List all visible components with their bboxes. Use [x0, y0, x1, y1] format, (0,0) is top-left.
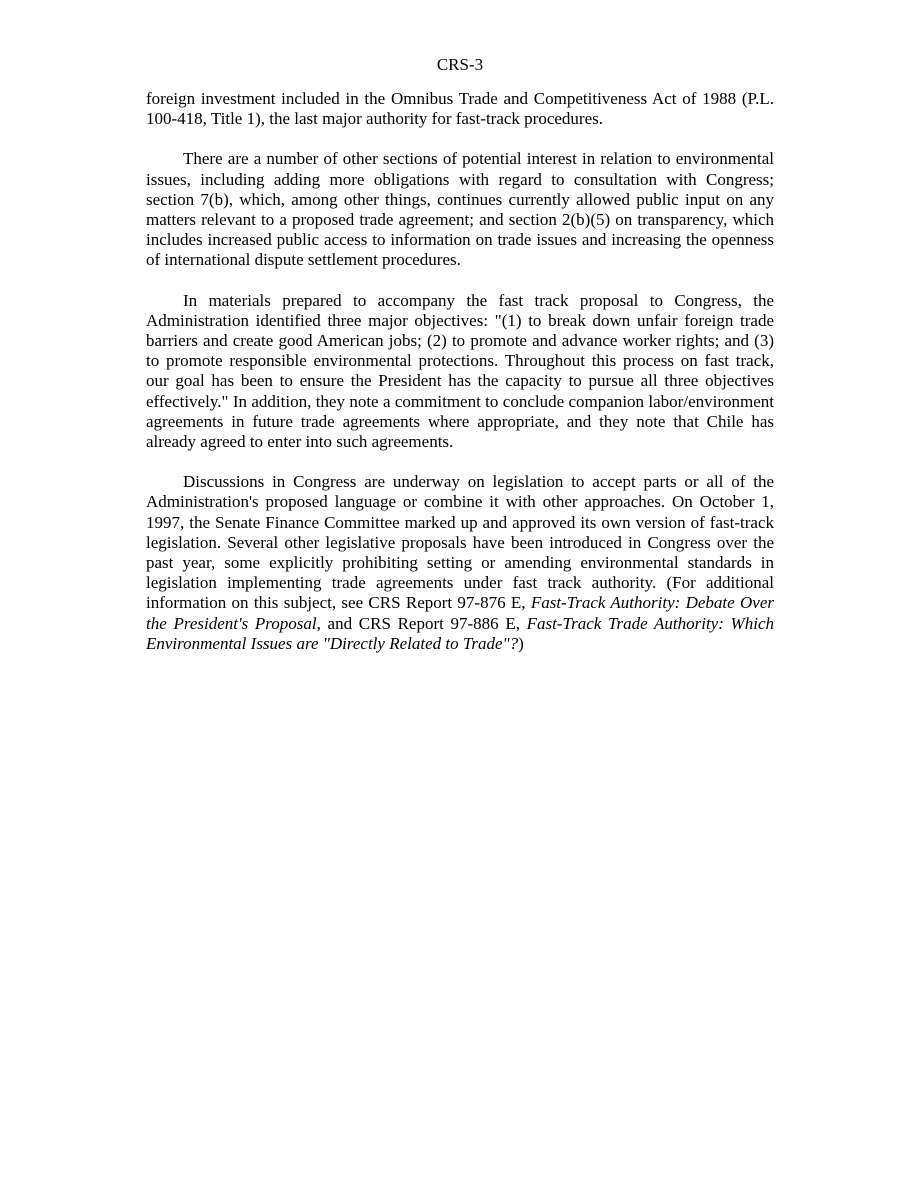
paragraph-other-sections: There are a number of other sections of potential interest in relation to environmental issues, including adding more obligations with regard to consultation with Congress; section 7(b), which, among other things, continues currently allowed public input on any matters relevant to a proposed trade agreement; and section 2(b)(5) on transparency, which includes increased public access to information on trade issues and increasing the openness of international dispute settlement procedures. [146, 149, 774, 270]
report-title-fast-track-authority: Fast-Track Authority: Debate Over the President's Proposal [146, 593, 774, 633]
report-title-fast-track-trade-authority: Fast-Track Trade Authority: Which Environmental Issues are "Directly Related to Trade"? [146, 613, 774, 653]
paragraph-tail-text: ) [518, 633, 524, 653]
paragraph-congress-discussions [146, 472, 774, 654]
paragraph-lead-text: Discussions in Congress are underway on legislation to accept parts or all of the Administration's proposed language or combine it with other approaches. On October 1, 1997, the Senate Finance Committee marked up and approved its own version of fast-track legislation. Several other legislative proposals have been introduced in Congress over the past year, some explicitly prohibiting setting or amending environmental standards in legislation implementing trade agreements under fast track authority. (For additional information on this subject, see CRS Report 97-876 E, [146, 472, 774, 613]
paragraph-middle-text: , and CRS Report 97-886 E, [316, 613, 527, 633]
page-number-header: CRS-3 [436, 55, 484, 74]
document-page [146, 54, 774, 674]
paragraph-continuation: foreign investment included in the Omnibus Trade and Competitiveness Act of 1988 (P.L. 100-418, Title 1), the last major authority for fast-track procedures. [146, 89, 774, 129]
paragraph-administration-objectives: In materials prepared to accompany the fast track proposal to Congress, the Administration identified three major objectives: "(1) to break down unfair foreign trade barriers and create good American jobs; (2) to promote and advance worker rights; and (3) to promote responsible environmental protections. Throughout this process on fast track, our goal has been to ensure the President has the capacity to pursue all three objectives effectively." In addition, they note a commitment to conclude companion labor/environment agreements in future trade agreements where appropriate, and they note that Chile has already agreed to enter into such agreements. [146, 290, 774, 452]
